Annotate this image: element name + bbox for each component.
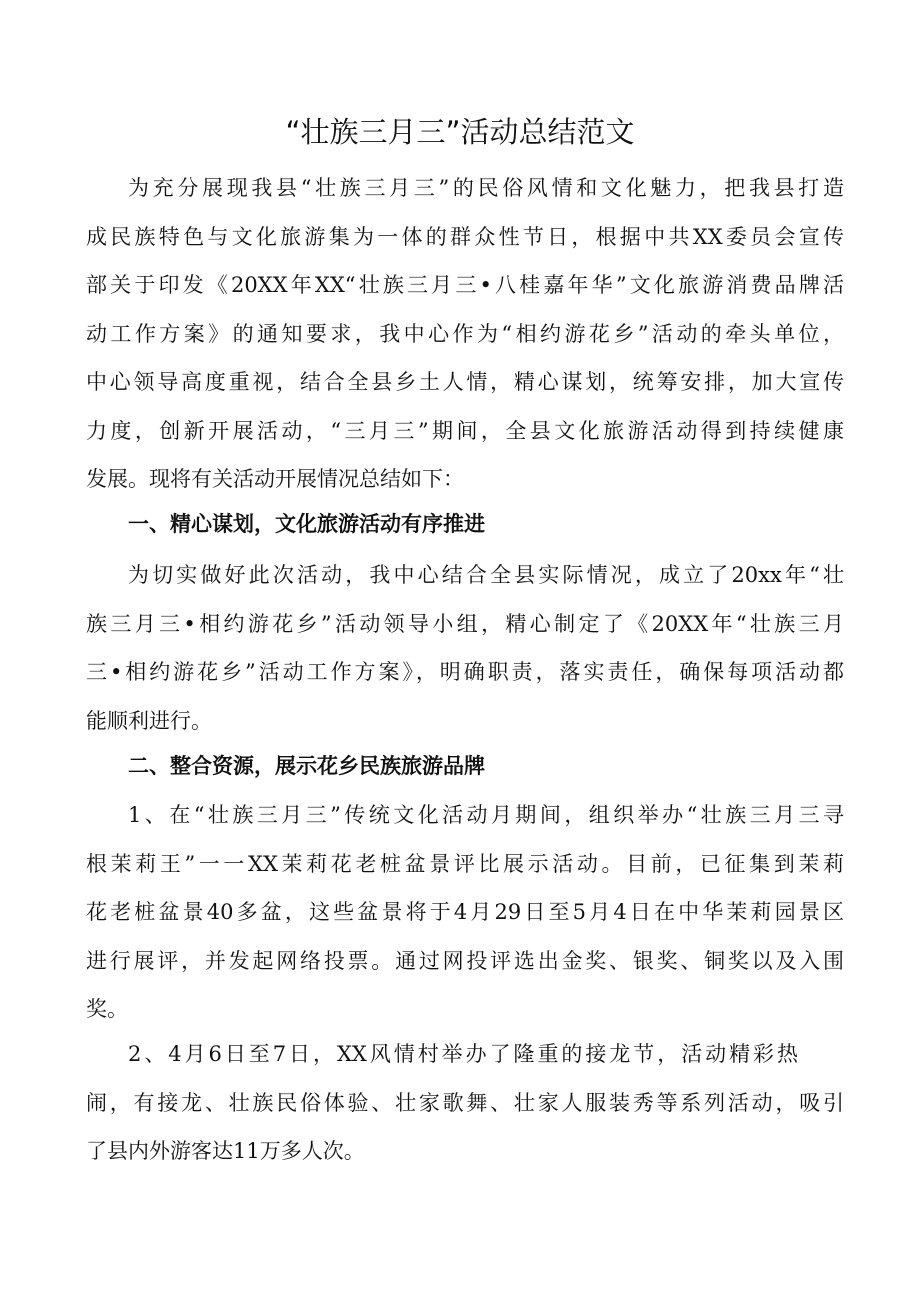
paragraph-line: 为切实做好此次活动，我中心结合全县实际情况，成立了20xx年“壮 [128,563,844,587]
paragraph-line: 成民族特色与文化旅游集为一体的群众性节日，根据中共XX委员会宣传 [86,224,844,249]
document-title: “壮族三月三”活动总结范文 [285,115,635,149]
section2-item2-paragraph [86,1030,844,1176]
paragraph-line: 能顺利进行。 [86,708,212,733]
paragraph-line: 动工作方案》的通知要求，我中心作为“相约游花乡”活动的牵头单位， [86,321,844,346]
paragraph-line: 族三月三•相约游花乡”活动领导小组，精心制定了《20XX年“壮族三月 [86,611,844,636]
paragraph-line: 2、4月6日至7日，XX风情村举办了隆重的接龙节，活动精彩热 [128,1042,798,1066]
paragraph-line: 了县内外游客达11万多人次。 [86,1139,365,1163]
section-heading-1: 一、精心谋划，文化旅游活动有序推进 [128,512,485,536]
section2-item1-paragraph [86,791,844,1034]
paragraph-line: 力度，创新开展活动，“三月三”期间，全县文化旅游活动得到持续健康 [86,418,844,443]
paragraph-line: 进行展评，并发起网络投票。通过网投评选出金奖、银奖、铜奖以及入围 [86,948,844,973]
paragraph-line: 三•相约游花乡”活动工作方案》，明确职责，落实责任，确保每项活动都 [86,660,844,684]
paragraph-line: 部关于印发《20XX年XX“壮族三月三•八桂嘉年华”文化旅游消费品牌活 [86,273,844,297]
section1-paragraph [86,551,844,745]
paragraph-line: 根茉莉王”一一XX茉莉花老桩盆景评比展示活动。目前，已征集到茉莉 [86,851,844,876]
paragraph-line: 奖。 [86,997,128,1021]
paragraph-line: 发展。现将有关活动开展情况总结如下： [86,467,464,491]
paragraph-line: 1、在“壮族三月三”传统文化活动月期间，组织举办“壮族三月三寻 [128,803,844,827]
paragraph-line: 为充分展现我县“壮族三月三”的民俗风情和文化魅力，把我县打造 [128,176,844,200]
paragraph-line: 中心领导高度重视，结合全县乡土人情，精心谋划，统筹安排，加大宣传 [86,370,844,394]
section-heading-2: 二、整合资源，展示花乡民族旅游品牌 [128,754,485,778]
paragraph-line: 闹，有接龙、壮族民俗体验、壮家歌舞、壮家人服装秀等系列活动，吸引 [86,1090,844,1115]
paragraph-line: 花老桩盆景40多盆，这些盆景将于4月29日至5月4日在中华茉莉园景区 [86,900,844,924]
intro-paragraph [86,164,844,504]
